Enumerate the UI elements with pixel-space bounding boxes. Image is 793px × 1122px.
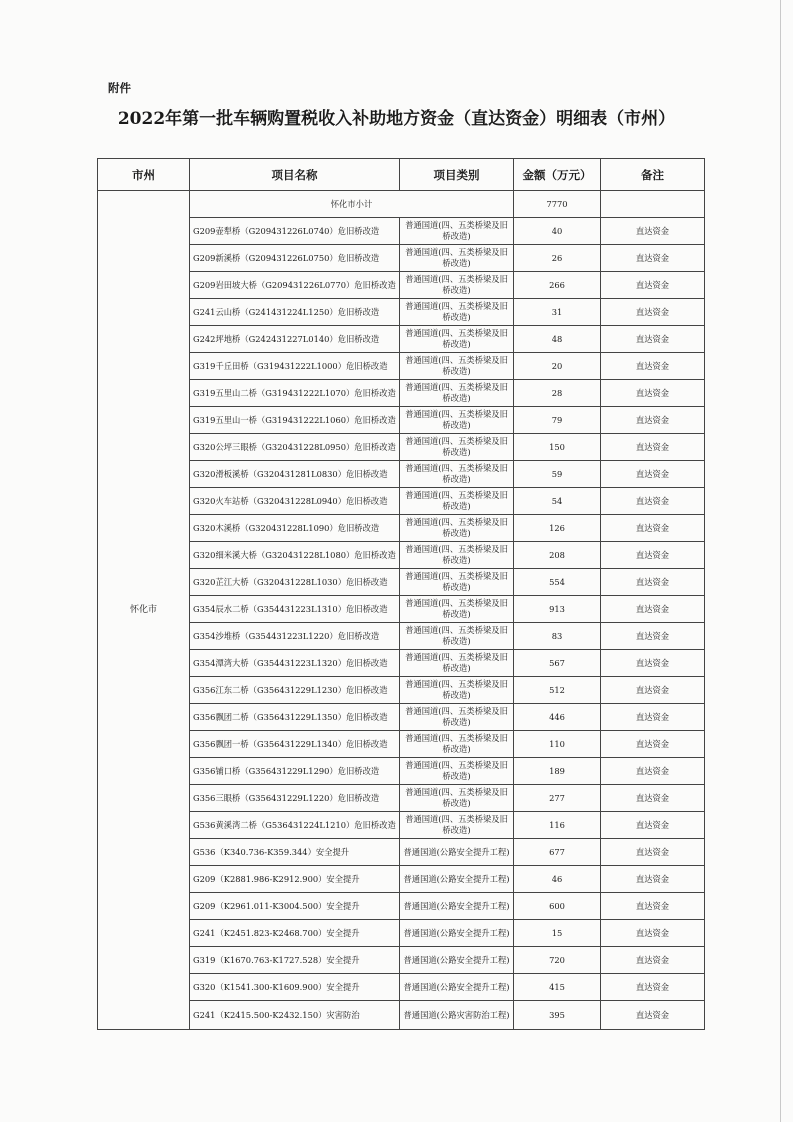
table-row [98,839,705,866]
note-cell: 直达资金 [601,650,705,677]
note-cell: 直达资金 [601,542,705,569]
amount-cell: 54 [514,488,601,515]
project-name-cell: G320公坪三眼桥（G320431228L0950）危旧桥改造 [190,434,400,461]
note-cell: 直达资金 [601,812,705,839]
table-row [98,272,705,299]
project-name-cell: G320细米溪大桥（G320431228L1080）危旧桥改造 [190,542,400,569]
project-name-cell: G209壶犁桥（G209431226L0740）危旧桥改造 [190,218,400,245]
table-row [98,542,705,569]
table-row [98,326,705,353]
note-cell: 直达资金 [601,947,705,974]
project-category-cell: 普通国道(四、五类桥梁及旧桥改造) [400,515,514,542]
project-category-cell: 普通国道(四、五类桥梁及旧桥改造) [400,326,514,353]
project-name-cell: G356铺口桥（G356431229L1290）危旧桥改造 [190,758,400,785]
amount-cell: 20 [514,353,601,380]
project-category-cell: 普通国道(四、五类桥梁及旧桥改造) [400,461,514,488]
amount-cell: 31 [514,299,601,326]
project-category-cell: 普通国道(公路安全提升工程) [400,893,514,920]
amount-cell: 277 [514,785,601,812]
project-name-cell: G209岩田坡大桥（G209431226L0770）危旧桥改造 [190,272,400,299]
project-name-cell: G354沙堆桥（G354431223L1220）危旧桥改造 [190,623,400,650]
project-category-cell: 普通国道(四、五类桥梁及旧桥改造) [400,596,514,623]
project-category-cell: 普通国道(四、五类桥梁及旧桥改造) [400,569,514,596]
project-name-cell: G320芷江大桥（G320431228L1030）危旧桥改造 [190,569,400,596]
table-row [98,515,705,542]
note-cell: 直达资金 [601,596,705,623]
project-name-cell: G536黄溪湾二桥（G536431224L1210）危旧桥改造 [190,812,400,839]
amount-cell: 116 [514,812,601,839]
note-cell: 直达资金 [601,920,705,947]
project-category-cell: 普通国道(四、五类桥梁及旧桥改造) [400,785,514,812]
note-cell: 直达资金 [601,461,705,488]
table-row [98,704,705,731]
table-row [98,974,705,1001]
project-name-cell: G320火车站桥（G320431228L0940）危旧桥改造 [190,488,400,515]
note-cell: 直达资金 [601,380,705,407]
amount-cell: 46 [514,866,601,893]
note-cell: 直达资金 [601,839,705,866]
project-name-cell: G209（K2881.986-K2912.900）安全提升 [190,866,400,893]
table-row [98,596,705,623]
amount-cell: 600 [514,893,601,920]
table-row [98,245,705,272]
note-cell: 直达资金 [601,488,705,515]
project-category-cell: 普通国道(四、五类桥梁及旧桥改造) [400,650,514,677]
table-row [98,866,705,893]
project-name-cell: G241（K2451.823-K2468.700）安全提升 [190,920,400,947]
table-row [98,947,705,974]
note-cell: 直达资金 [601,704,705,731]
project-name-cell: G319（K1670.763-K1727.528）安全提升 [190,947,400,974]
project-category-cell: 普通国道(四、五类桥梁及旧桥改造) [400,407,514,434]
amount-cell: 554 [514,569,601,596]
table-row [98,218,705,245]
note-cell: 直达资金 [601,677,705,704]
subtotal-note [601,191,705,218]
project-name-cell: G320木溪桥（G320431228L1090）危旧桥改造 [190,515,400,542]
note-cell: 直达资金 [601,758,705,785]
project-name-cell: G354潭湾大桥（G354431223L1320）危旧桥改造 [190,650,400,677]
note-cell: 直达资金 [601,218,705,245]
project-name-cell: G320（K1541.300-K1609.900）安全提升 [190,974,400,1001]
project-name-cell: G354辰水二桥（G354431223L1310）危旧桥改造 [190,596,400,623]
amount-cell: 446 [514,704,601,731]
amount-cell: 208 [514,542,601,569]
amount-cell: 395 [514,1001,601,1030]
amount-cell: 28 [514,380,601,407]
project-name-cell: G241云山桥（G241431224L1250）危旧桥改造 [190,299,400,326]
amount-cell: 266 [514,272,601,299]
note-cell: 直达资金 [601,515,705,542]
table-row [98,353,705,380]
project-name-cell: G319千丘田桥（G319431222L1000）危旧桥改造 [190,353,400,380]
amount-cell: 48 [514,326,601,353]
project-name-cell: G320滑板溪桥（G320431281L0830）危旧桥改造 [190,461,400,488]
amount-cell: 415 [514,974,601,1001]
amount-cell: 110 [514,731,601,758]
project-category-cell: 普通国道(四、五类桥梁及旧桥改造) [400,623,514,650]
table-row [98,812,705,839]
project-category-cell: 普通国道(四、五类桥梁及旧桥改造) [400,704,514,731]
project-name-cell: G356飘团一桥（G356431229L1340）危旧桥改造 [190,731,400,758]
column-header: 项目名称 [190,159,400,191]
project-name-cell: G319五里山一桥（G319431222L1060）危旧桥改造 [190,407,400,434]
table-row [98,677,705,704]
table-row [98,1001,705,1030]
project-name-cell: G209（K2961.011-K3004.500）安全提升 [190,893,400,920]
project-category-cell: 普通国道(四、五类桥梁及旧桥改造) [400,299,514,326]
project-category-cell: 普通国道(公路灾害防治工程) [400,1001,514,1030]
note-cell: 直达资金 [601,299,705,326]
project-category-cell: 普通国道(四、五类桥梁及旧桥改造) [400,353,514,380]
attachment-label: 附件 [108,81,131,95]
project-name-cell: G356江东二桥（G356431229L1230）危旧桥改造 [190,677,400,704]
column-header: 项目类别 [400,159,514,191]
table-row [98,758,705,785]
note-cell: 直达资金 [601,272,705,299]
table-row [98,299,705,326]
amount-cell: 189 [514,758,601,785]
project-category-cell: 普通国道(四、五类桥梁及旧桥改造) [400,677,514,704]
table-row [98,488,705,515]
project-name-cell: G356三眼桥（G356431229L1220）危旧桥改造 [190,785,400,812]
project-category-cell: 普通国道(四、五类桥梁及旧桥改造) [400,488,514,515]
table-row [98,785,705,812]
project-category-cell: 普通国道(四、五类桥梁及旧桥改造) [400,812,514,839]
amount-cell: 40 [514,218,601,245]
project-name-cell: G242坪地桥（G242431227L0140）危旧桥改造 [190,326,400,353]
project-category-cell: 普通国道(四、五类桥梁及旧桥改造) [400,731,514,758]
project-name-cell: G356飘团二桥（G356431229L1350）危旧桥改造 [190,704,400,731]
scan-edge-line [780,0,781,1122]
project-category-cell: 普通国道(四、五类桥梁及旧桥改造) [400,542,514,569]
city-cell: 怀化市 [98,191,190,1030]
amount-cell: 59 [514,461,601,488]
subtotal-label: 怀化市小计 [190,191,514,218]
project-category-cell: 普通国道(公路安全提升工程) [400,947,514,974]
note-cell: 直达资金 [601,974,705,1001]
subtotal-row [98,191,705,218]
project-name-cell: G319五里山二桥（G319431222L1070）危旧桥改造 [190,380,400,407]
project-category-cell: 普通国道(公路安全提升工程) [400,839,514,866]
amount-cell: 913 [514,596,601,623]
table-row [98,731,705,758]
project-name-cell: G209新溪桥（G209431226L0750）危旧桥改造 [190,245,400,272]
column-header: 备注 [601,159,705,191]
table-row [98,920,705,947]
note-cell: 直达资金 [601,326,705,353]
table-row [98,461,705,488]
amount-cell: 83 [514,623,601,650]
table-row [98,650,705,677]
project-category-cell: 普通国道(四、五类桥梁及旧桥改造) [400,218,514,245]
amount-cell: 79 [514,407,601,434]
amount-cell: 512 [514,677,601,704]
note-cell: 直达资金 [601,866,705,893]
table-row [98,623,705,650]
amount-cell: 15 [514,920,601,947]
table-row [98,893,705,920]
note-cell: 直达资金 [601,1001,705,1030]
project-category-cell: 普通国道(四、五类桥梁及旧桥改造) [400,245,514,272]
note-cell: 直达资金 [601,434,705,461]
project-category-cell: 普通国道(四、五类桥梁及旧桥改造) [400,434,514,461]
project-category-cell: 普通国道(公路安全提升工程) [400,920,514,947]
amount-cell: 126 [514,515,601,542]
amount-cell: 150 [514,434,601,461]
note-cell: 直达资金 [601,407,705,434]
amount-cell: 26 [514,245,601,272]
project-category-cell: 普通国道(公路安全提升工程) [400,866,514,893]
amount-cell: 720 [514,947,601,974]
note-cell: 直达资金 [601,731,705,758]
project-category-cell: 普通国道(四、五类桥梁及旧桥改造) [400,758,514,785]
amount-cell: 567 [514,650,601,677]
project-name-cell: G536（K340.736-K359.344）安全提升 [190,839,400,866]
funding-detail-table [97,158,705,1030]
note-cell: 直达资金 [601,893,705,920]
table-row [98,407,705,434]
project-category-cell: 普通国道(四、五类桥梁及旧桥改造) [400,380,514,407]
note-cell: 直达资金 [601,569,705,596]
project-category-cell: 普通国道(公路安全提升工程) [400,974,514,1001]
table-header-row [98,159,705,191]
project-name-cell: G241（K2415.500-K2432.150）灾害防治 [190,1001,400,1030]
column-header: 市州 [98,159,190,191]
amount-cell: 677 [514,839,601,866]
note-cell: 直达资金 [601,785,705,812]
column-header: 金额（万元） [514,159,601,191]
table-row [98,380,705,407]
project-category-cell: 普通国道(四、五类桥梁及旧桥改造) [400,272,514,299]
table-row [98,569,705,596]
note-cell: 直达资金 [601,623,705,650]
subtotal-amount: 7770 [514,191,601,218]
note-cell: 直达资金 [601,353,705,380]
table-row [98,434,705,461]
page-title: 2022年第一批车辆购置税收入补助地方资金（直达资金）明细表（市州） [117,109,676,129]
note-cell: 直达资金 [601,245,705,272]
